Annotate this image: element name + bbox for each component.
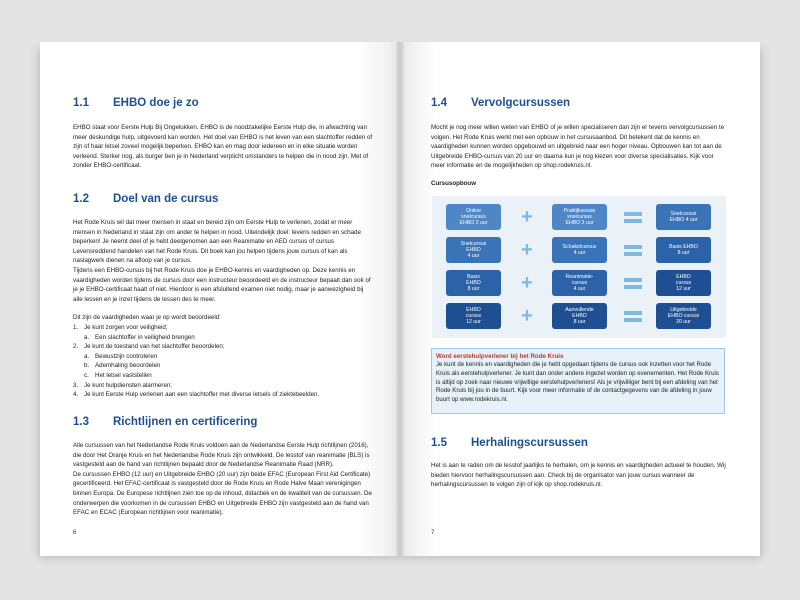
course-box: Praktijksessie snelcursus EHBO 2 uur (552, 204, 607, 230)
list-item: 1. Je kunt zorgen voor veiligheid; (73, 323, 168, 331)
equals-icon (624, 212, 642, 223)
course-box: Schakelcursus 4 uur (552, 237, 607, 263)
section-heading: 1.5 Herhalingscursussen (431, 437, 588, 449)
equals-icon (624, 311, 642, 322)
section-heading: 1.2 Doel van de cursus (73, 193, 219, 205)
section-heading: 1.1 EHBO doe je zo (73, 97, 199, 109)
list-item: 2. Je kunt de toestand van het slachtoffer beoordelen; (73, 343, 225, 351)
course-box: Snelcursus EHBO 4 uur (446, 237, 501, 263)
course-box: Basis EHBO 8 uur (446, 270, 501, 296)
section-1-5 (431, 437, 726, 490)
list-item: a. Bewustzijn controleren (84, 352, 158, 360)
plus-icon: + (521, 305, 533, 327)
list-item: a. Een slachtoffer in veiligheid brengen (84, 333, 195, 341)
plus-icon: + (521, 206, 533, 228)
volunteer-callout (431, 348, 725, 414)
list-item: 3. Je kunt hulpdiensten alarmeren; (73, 381, 173, 389)
diagram-caption: Cursusopbouw (431, 179, 477, 187)
course-box: Snelcursus EHBO 4 uur (656, 204, 711, 230)
callout-title: Word eerstehulpverlener bij het Rode Kruis (436, 353, 564, 360)
section-heading: 1.3 Richtlijnen en certificering (73, 416, 258, 428)
equals-icon (624, 278, 642, 289)
skills-list (73, 323, 373, 400)
list-item: c. Het letsel vaststellen (84, 371, 152, 379)
course-box: EHBO cursus 12 uur (656, 270, 711, 296)
section-1-2 (73, 193, 373, 400)
section-body: Alle cursussen van het Nederlandse Rode Kruis voldoen aan de Nederlandse Eerste Hulp richtlijnen (2016), die door Het Oranje Kruis en het Nederlandse Rode Kruis zijn ontwikkeld. De lesstof van reanimatie (BLS) is vastgesteld aan de hand van richtlijnen bepaald door de Nederlandse Reanimatie Raad (NRR). De cursussen EHBO (12 uur) en Uitgebreide EHBO (20 uur) zijn beide EFAC (European First Aid Certificate) gecertificeerd. Het EFAC-certificaat is vastgesteld door de Rode Kruis en Rode Halve Maan verenigingen binnen Europa. De Europese richtlijnen zien toe op de inhoud, didactiek en de kwaliteit van de cursussen. De onderwerpen die voorkomen in de cursussen EHBO en Uitgebreide EHBO zijn vastgesteld aan de hand van EFAC en ECAC (European richtlijnen voor reanimatie). (73, 442, 372, 517)
page-number: 7 (431, 530, 435, 536)
section-body: Mocht je nog meer willen weten van EHBO of je willen specialiseren dan zijn er tevens vervolgcursussen te volgen. Het Rode Kruis werkt met een opbouw in het cursusaanbod. Dit betekent dat de kennis en vaardigheden kunnen worden opgebouwd en uitgebreid naar een hoger niveau. Opbouwen kan tot aan de Uitgebreide EHBO-cursus van 20 uur en daarna kun je nog kiezen voor diverse specialisaties. Kijk voor meer informatie en de mogelijkheden op shop.rodekruis.nl. (431, 124, 725, 170)
page-number: 6 (73, 530, 77, 536)
left-page (40, 42, 400, 556)
course-box: Aanvullende EHBO 8 uur (552, 303, 607, 329)
course-box: Basis EHBO 8 uur (656, 237, 711, 263)
section-1-1 (73, 97, 373, 171)
course-box: EHBO cursus 12 uur (446, 303, 501, 329)
section-body: Het is aan te raden om de lesstof jaarlijks te herhalen, om je kennis en vaardigheden actueel te houden. Wij bieden hiervoor herhalingscursussen aan. Check bij de organisator van jouw cursus wanneer de herhalingscursussen te volgen zijn of kijk op shop.rodekruis.nl. (431, 462, 726, 489)
section-1-3 (73, 416, 373, 518)
course-box: Uitgebreide EHBO cursus 20 uur (656, 303, 711, 329)
book-spine (396, 42, 404, 556)
section-body: EHBO staat voor Eerste Hulp Bij Ongelukken. EHBO is de noodzakelijke Eerste Hulp die, in afwachting van meer deskundige hulp, uitgevoerd kan worden. Het doel van EHBO is het leven van een slachtoffer redden of zijn of haar letsel zoveel mogelijk beperken. EHBO kan en mag door iedereen en in elke situatie worden verleend. Sterker nog, als burger ben je in Nederland verplicht omstanders te helpen die in nood zijn. Met of zonder EHBO-certificaat. (73, 124, 373, 170)
right-page (400, 42, 760, 556)
course-box: Online snelcursus EHBO 2 uur (446, 204, 501, 230)
section-heading: 1.4 Vervolgcursussen (431, 97, 571, 109)
plus-icon: + (521, 239, 533, 261)
equals-icon (624, 245, 642, 256)
plus-icon: + (521, 272, 533, 294)
section-1-4 (431, 97, 726, 187)
section-body: Het Rode Kruis wil dat meer mensen in staat en bereid zijn om Eerste Hulp te verlenen, zodat er meer mensen in Nederland in staat zijn om ander te helpen in nood. Uiteindelijk doel: levens redden en schade beperken! Je neemt deel of je hebt deelgenomen aan een Reanimatie en AED cursus of cursus Levensreddend handelen van het Rode Kruis. Dit boek kan jou helpen tijdens jouw cursus of kan als naslagwerk dienen na afloop van je cursus. Tijdens een EHBO-cursus bij het Rode Kruis doe je EHBO-kennis en vaardigheden op. Deze kennis en vaardigheden worden tijdens de cursus door een instructeur beoordeeld en de instructeur bepaalt dan ook of je je EHBO-certificaat haalt of niet. Hierdoor is een afsluitend examen niet nodig, maar je aanwezigheid bij alle lessen en je inzet tijdens de lessen des te meer. Dit zijn de vaardigheden waar je op wordt beoordeeld: (73, 219, 371, 322)
callout-body: Je kunt de kennis en vaardigheden die je hebt opgedaan tijdens de cursus ook inzetten voor het Rode Kruis als eerstehulpverlener. Je kunt dan onder andere ingezet worden op evenementen. Het Rode Kruis is altijd op zoek naar nieuwe vrijwillige eerstehulpverleners! Als je vrijwilliger bent bij een afdeling van het Rode Kruis bij jou in de buurt. Kijk voor meer informatie of de contactgegevens van de afdeling in jouw buurt op www.rodekruis.nl. (436, 361, 719, 404)
course-box: Reanimatie- cursus 4 uur (552, 270, 607, 296)
course-structure-diagram (432, 196, 726, 338)
list-item: 4. Je kunt Eerste Hulp verlenen aan een slachtoffer met diverse letsels of ziektebeelden. (73, 391, 320, 399)
list-item: b. Ademhaling beoordelen (84, 362, 161, 370)
